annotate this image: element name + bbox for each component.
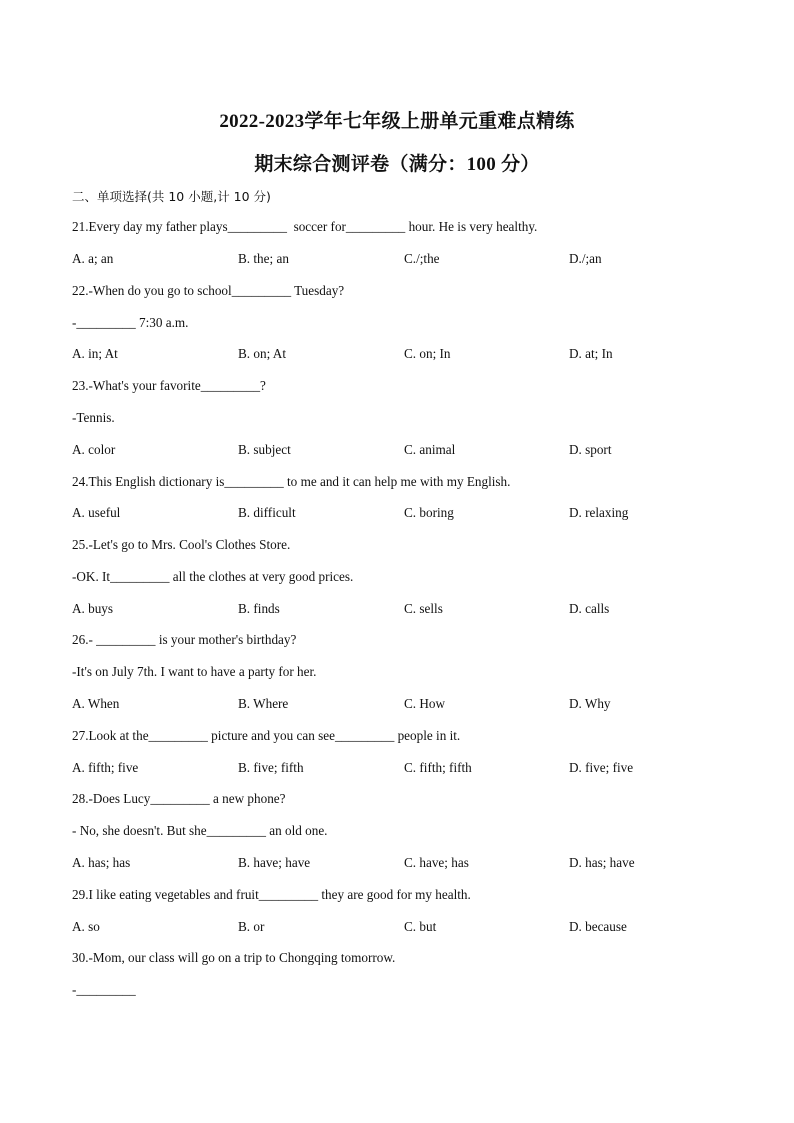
option-b: B. on; At xyxy=(238,346,286,361)
option-a: A. buys xyxy=(72,601,114,616)
question-30: 30.-Mom, our class will go on a trip to Chongqing tomorrow. xyxy=(72,950,396,965)
options-24 xyxy=(72,505,722,523)
option-a: A. When xyxy=(72,696,120,711)
question-28-reply: - No, she doesn't. But she_________ an old one. xyxy=(72,823,328,838)
option-d: D. calls xyxy=(569,601,610,616)
option-b: B. or xyxy=(238,919,265,934)
option-b: B. finds xyxy=(238,601,280,616)
option-b: B. difficult xyxy=(238,505,296,520)
option-c: C./;the xyxy=(404,251,440,266)
question-23-reply: -Tennis. xyxy=(72,410,115,425)
option-a: A. fifth; five xyxy=(72,760,139,775)
options-21 xyxy=(72,251,722,269)
option-c: C. have; has xyxy=(404,855,469,870)
option-b: B. subject xyxy=(238,442,291,457)
options-28 xyxy=(72,855,722,873)
options-22 xyxy=(72,346,722,364)
option-c: C. on; In xyxy=(404,346,451,361)
question-24: 24.This English dictionary is_________ to me and it can help me with my English. xyxy=(72,474,511,489)
option-c: C. fifth; fifth xyxy=(404,760,472,775)
question-30-reply: -_________ xyxy=(72,982,136,997)
option-d: D. Why xyxy=(569,696,611,711)
option-d: D. five; five xyxy=(569,760,634,775)
option-d: D. because xyxy=(569,919,627,934)
question-29: 29.I like eating vegetables and fruit_________ they are good for my health. xyxy=(72,887,471,902)
option-a: A. so xyxy=(72,919,100,934)
exam-subtitle: 期末综合测评卷（满分：100 分） xyxy=(254,154,540,175)
option-d: D./;an xyxy=(569,251,602,266)
question-22: 22.-When do you go to school_________ Tuesday? xyxy=(72,283,345,298)
question-23: 23.-What's your favorite_________? xyxy=(72,378,266,393)
question-28: 28.-Does Lucy_________ a new phone? xyxy=(72,791,286,806)
question-22-reply: -_________ 7:30 a.m. xyxy=(72,315,189,330)
option-c: C. sells xyxy=(404,601,443,616)
option-d: D. at; In xyxy=(569,346,613,361)
option-a: A. useful xyxy=(72,505,121,520)
question-25-reply: -OK. It_________ all the clothes at very good prices. xyxy=(72,569,354,584)
option-c: C. boring xyxy=(404,505,454,520)
option-d: D. relaxing xyxy=(569,505,629,520)
option-b: B. Where xyxy=(238,696,289,711)
option-c: C. How xyxy=(404,696,446,711)
option-b: B. the; an xyxy=(238,251,289,266)
question-26-reply: -It's on July 7th. I want to have a party for her. xyxy=(72,664,317,679)
options-27 xyxy=(72,760,722,778)
option-d: D. has; have xyxy=(569,855,635,870)
section-heading: 二、单项选择(共 10 小题,计 10 分) xyxy=(72,189,271,204)
question-25: 25.-Let's go to Mrs. Cool's Clothes Store. xyxy=(72,537,291,552)
option-a: A. color xyxy=(72,442,116,457)
question-27: 27.Look at the_________ picture and you can see_________ people in it. xyxy=(72,728,461,743)
option-c: C. animal xyxy=(404,442,456,457)
question-26: 26.- _________ is your mother's birthday? xyxy=(72,632,297,647)
exam-title: 2022-2023学年七年级上册单元重难点精练 xyxy=(219,111,575,132)
option-c: C. but xyxy=(404,919,437,934)
option-a: A. has; has xyxy=(72,855,131,870)
options-25 xyxy=(72,601,722,619)
option-d: D. sport xyxy=(569,442,612,457)
option-a: A. in; At xyxy=(72,346,118,361)
option-a: A. a; an xyxy=(72,251,114,266)
question-21: 21.Every day my father plays_________ soccer for_________ hour. He is very healthy. xyxy=(72,219,538,234)
options-29 xyxy=(72,919,722,937)
options-26 xyxy=(72,696,722,714)
options-23 xyxy=(72,442,722,460)
option-b: B. five; fifth xyxy=(238,760,304,775)
option-b: B. have; have xyxy=(238,855,311,870)
